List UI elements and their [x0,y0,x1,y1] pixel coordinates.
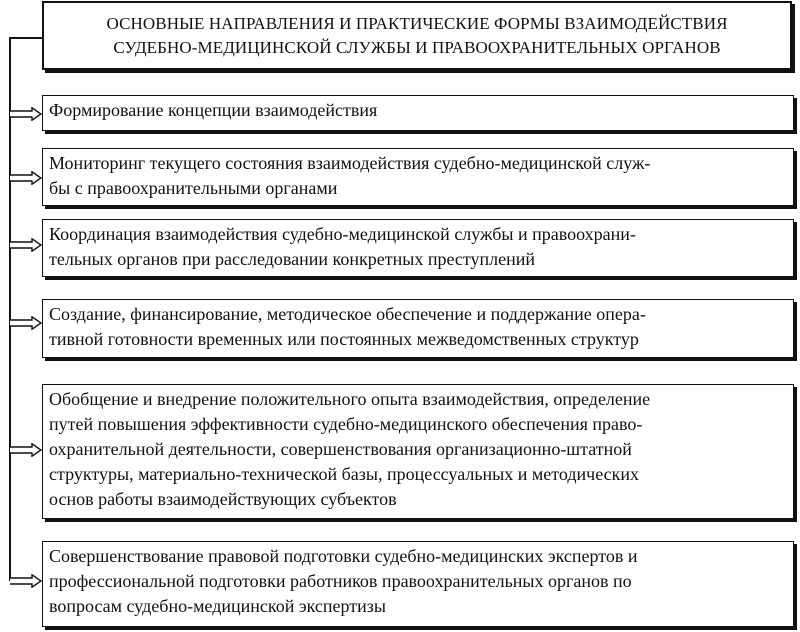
item-text: основ работы взаимодействующих субъектов [49,489,397,509]
title-line-1: ОСНОВНЫЕ НАПРАВЛЕНИЯ И ПРАКТИЧЕСКИЕ ФОРМЫ ВЗАИМОДЕЙСТВИЯ [106,13,728,33]
item-text: бы с правоохранительными органами [49,178,338,198]
diagram-title-box [42,1,792,70]
item-text: структуры, материально-технической базы, процессуальных и методических [49,464,640,484]
connector-top [9,37,42,39]
item-text: Формирование концепции взаимодействия [49,100,378,120]
item-text: Мониторинг текущего состояния взаимодействия судебно-медицинской служ- [49,153,651,173]
arrow-right-icon [10,107,42,121]
item-text: тивной готовности временных или постоянных межведомственных структур [49,329,639,349]
item-box-experience [42,384,794,519]
item-text: профессиональной подготовки работников правоохранительных органов по [49,571,632,591]
item-text: Координация взаимодействия судебно-медицинской службы и правоохрани- [49,224,636,244]
item-text: Создание, финансирование, методическое обеспечение и поддержание опера- [49,304,646,324]
item-text: охранительной деятельности, совершенствования организационно-штатной [49,439,632,459]
item-text: Обобщение и внедрение положительного опыта взаимодействия, определение [49,389,651,409]
item-text: Совершенствование правовой подготовки судебно-медицинских экспертов и [49,546,638,566]
title-line-2: СУДЕБНО-МЕДИЦИНСКОЙ СЛУЖБЫ И ПРАВООХРАНИТЕЛЬНЫХ ОРГАНОВ [113,37,721,57]
arrow-right-icon [10,171,42,185]
item-text: тельных органов при расследовании конкретных преступлений [49,249,536,269]
arrow-right-icon [10,574,42,588]
item-box-training [42,541,794,627]
arrow-right-icon [10,316,42,330]
item-text: вопросам судебно-медицинской экспертизы [49,596,386,616]
arrow-right-icon [10,238,42,252]
item-box-monitoring [42,148,794,206]
item-box-concept [42,95,794,131]
item-text: путей повышения эффективности судебно-медицинского обеспечения право- [49,414,643,434]
arrow-right-icon [10,443,42,457]
item-box-structures [42,299,794,358]
item-box-coordination [42,219,794,277]
